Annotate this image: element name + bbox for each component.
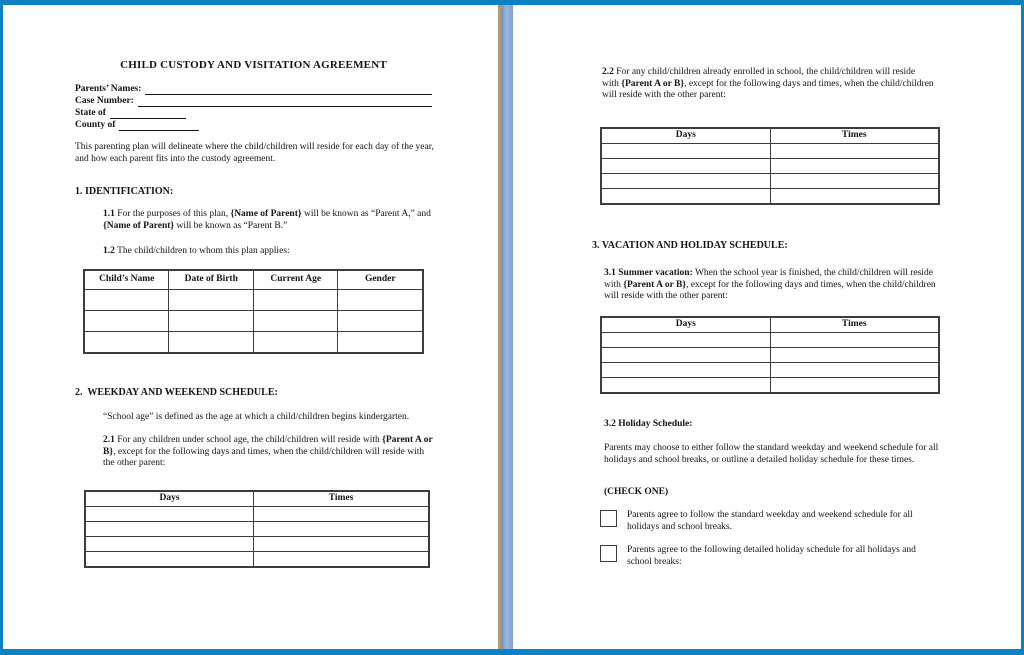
table-row (601, 333, 939, 348)
column-header-times: Times (770, 317, 939, 333)
clause-3-1-text: When the school year is finished, the child/children will reside with (604, 268, 933, 290)
column-header-childs-name: Child’s Name (84, 270, 169, 290)
clause-1-2-number: 1.2 (103, 246, 115, 256)
section-1-heading: 1. IDENTIFICATION: (75, 186, 174, 197)
column-header-days: Days (85, 491, 254, 507)
table-row (601, 159, 939, 174)
empty-cell[interactable] (770, 189, 939, 205)
section-2-heading: 2. WEEKDAY AND WEEKEND SCHEDULE: (75, 387, 278, 398)
empty-cell[interactable] (601, 378, 770, 394)
empty-cell[interactable] (770, 348, 939, 363)
checkbox-detailed-label: Parents agree to the following detailed holiday schedule for all holidays and school breaks: (627, 545, 916, 567)
checkbox-detailed-schedule[interactable] (600, 545, 617, 562)
name-of-parent-placeholder: {Name of Parent} (103, 220, 175, 231)
empty-cell[interactable] (770, 159, 939, 174)
clause-2-2-number: 2.2 (602, 67, 614, 77)
county-of-label: County of (75, 120, 116, 130)
empty-cell[interactable] (770, 333, 939, 348)
state-of-label: State of (75, 108, 106, 118)
parent-a-or-b-placeholder: {Parent A or B} (623, 279, 687, 290)
clause-3-1-number: 3.1 Summer vacation: (604, 268, 693, 278)
clause-2-2 (602, 67, 934, 102)
table-row (601, 378, 939, 394)
check-one-label: (CHECK ONE) (604, 487, 669, 497)
checkbox-option-detailed (600, 544, 932, 568)
clause-1-1-number: 1.1 (103, 209, 115, 219)
table-row (601, 363, 939, 378)
clause-3-1-text: , except for the following days and times, when the child/children will reside with the other parent: (604, 279, 936, 301)
clause-1-1-text: will be known as “Parent A,” and (301, 209, 431, 219)
column-header-days: Days (601, 128, 770, 144)
enrolled-schedule-table (600, 127, 940, 205)
column-header-gender: Gender (338, 270, 423, 290)
column-header-times: Times (770, 128, 939, 144)
clause-2-1-text: , except for the following days and times, when the child/children will reside with the other parent: (103, 446, 425, 468)
table-row (601, 189, 939, 205)
empty-cell[interactable] (601, 363, 770, 378)
empty-cell[interactable] (601, 189, 770, 205)
parent-a-or-b-placeholder: {Parent A or B} (621, 78, 685, 89)
empty-cell[interactable] (601, 348, 770, 363)
intro-paragraph: This parenting plan will delineate where the child/children will reside for each day of the year, and how each parent fits into the custody agreement. (75, 142, 434, 164)
clause-3-1 (604, 268, 940, 303)
clause-1-1-text: For the purposes of this plan, (114, 209, 231, 219)
schedule-table-header-row (601, 128, 939, 144)
summer-schedule-table (600, 316, 940, 394)
document-title: CHILD CUSTODY AND VISITATION AGREEMENT (120, 59, 387, 71)
clause-2-2-text: , except for the following days and times, when the child/children will reside with the other parent: (602, 78, 934, 100)
clause-1-2-text: The child/children to whom this plan applies: (114, 246, 290, 256)
table-row (601, 144, 939, 159)
checkbox-standard-label: Parents agree to follow the standard weekday and weekend schedule for all holidays and school breaks. (627, 510, 913, 532)
table-row (601, 174, 939, 189)
table-row (601, 348, 939, 363)
column-header-date-of-birth: Date of Birth (169, 270, 254, 290)
clause-3-2-heading: 3.2 Holiday Schedule: (604, 419, 693, 429)
school-age-note: “School age” is defined as the age at which a child/children begins kindergarten. (103, 412, 410, 422)
column-header-times: Times (254, 491, 429, 507)
checkbox-standard-schedule[interactable] (600, 510, 617, 527)
clause-1-1-text: will be known as “Parent B.” (174, 220, 288, 231)
column-header-current-age: Current Age (253, 270, 338, 290)
empty-cell[interactable] (770, 363, 939, 378)
checkbox-option-standard (600, 509, 932, 533)
empty-cell[interactable] (770, 174, 939, 189)
parent-a-or-b-placeholder: {Parent A or B} (103, 435, 433, 457)
clause-2-1-number: 2.1 (103, 435, 115, 445)
schedule-table-header-row (601, 317, 939, 333)
case-number-label: Case Number: (75, 96, 134, 106)
empty-cell[interactable] (770, 144, 939, 159)
name-of-parent-placeholder: {Name of Parent} (230, 209, 302, 219)
clause-2-1-text: For any children under school age, the child/children will reside with (114, 435, 383, 445)
empty-cell[interactable] (601, 159, 770, 174)
parents-names-label: Parents’ Names: (75, 84, 142, 94)
empty-cell[interactable] (601, 333, 770, 348)
column-header-days: Days (601, 317, 770, 333)
empty-cell[interactable] (601, 144, 770, 159)
section-3-heading: 3. VACATION AND HOLIDAY SCHEDULE: (592, 240, 788, 251)
clause-2-2-text: For any child/children already enrolled in school, the child/children will reside with (602, 67, 916, 89)
empty-cell[interactable] (770, 378, 939, 394)
clause-3-2-text: Parents may choose to either follow the standard weekday and weekend schedule for all holidays and school breaks, or outline a detailed holiday schedule for these times. (604, 443, 939, 465)
empty-cell[interactable] (601, 174, 770, 189)
